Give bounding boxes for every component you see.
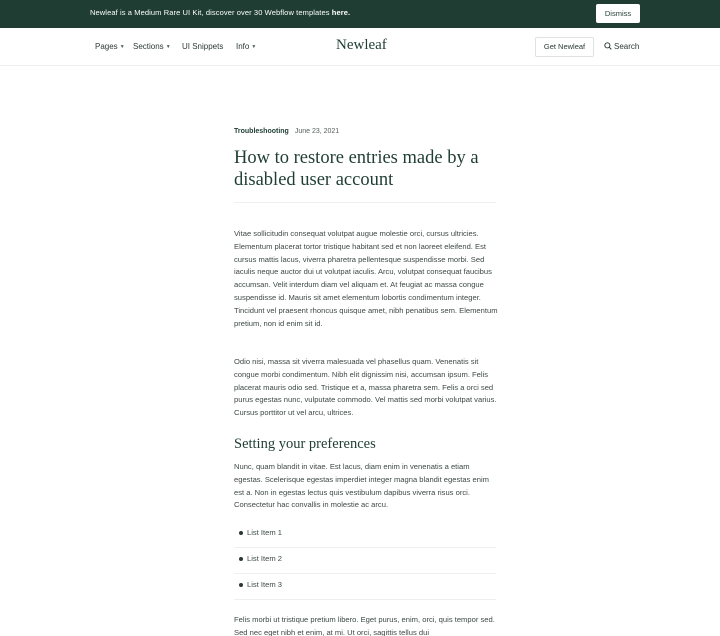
announcement-banner xyxy=(0,0,720,28)
banner-link[interactable]: here. xyxy=(331,8,351,17)
bullet-icon xyxy=(239,583,243,587)
article-paragraph: Nunc, quam blandit in vitae. Est lacus, diam enim in venenatis a etiam egestas. Scelerisque egestas imperdiet integer magna blandit egestas enim est a. Non in egestas lectus quis vestibulum dapibus viverra risus orci. Consectetur hac convallis in molestie ac arcu. xyxy=(234,462,489,510)
banner-text: Newleaf is a Medium Rare UI Kit, discover over 30 Webflow templates here. xyxy=(90,8,351,17)
bullet-icon xyxy=(239,531,243,535)
logo[interactable]: Newleaf xyxy=(336,37,387,53)
main-nav xyxy=(0,28,720,66)
list-item: List Item 1 xyxy=(234,522,496,548)
nav-sections[interactable]: Sections ▼ xyxy=(133,42,171,51)
article-paragraph: Odio nisi, massa sit viverra malesuada vel phasellus quam. Venenatis sit congue morbi condimentum. Nibh elit dignissim nisi, accumsan ipsum. Felis placerat mauris odio sed. Tristique et a, massa pharetra sem. Felis a orci sed purus egestas nunc, vulputate commodo. Vel mattis sed morbi volutpat varius. Cursus porttitor ut vel arcu, ultrices. xyxy=(234,357,497,418)
bullet-icon xyxy=(239,557,243,561)
chevron-down-icon: ▼ xyxy=(165,43,171,50)
nav-pages[interactable]: Pages ▼ xyxy=(95,42,125,51)
search-icon xyxy=(604,42,612,50)
search-button[interactable]: Search xyxy=(604,42,639,51)
page-title: How to restore entries made by a disabled user account xyxy=(234,148,479,190)
get-newleaf-button[interactable]: Get Newleaf xyxy=(535,37,594,57)
chevron-down-icon: ▼ xyxy=(251,43,257,50)
dismiss-button[interactable]: Dismiss xyxy=(596,4,640,23)
chevron-down-icon: ▼ xyxy=(119,43,125,50)
divider xyxy=(234,202,496,203)
article-date: June 23, 2021 xyxy=(294,128,340,135)
list-item: List Item 3 xyxy=(234,574,496,600)
list-item: List Item 2 xyxy=(234,548,496,574)
article-paragraph: Felis morbi ut tristique pretium libero. Eget purus, enim, orci, quis tempor sed. Sed nec eget nibh et enim, at mi. Ut orci, sagittis tellus dui xyxy=(234,615,495,636)
nav-info[interactable]: Info ▼ xyxy=(236,42,257,51)
article-paragraph: Vitae sollicitudin consequat volutpat augue molestie orci, cursus ultricies. Elementum placerat tortor tristique habitant sed et non laoreet eleifend. Est cursus mattis lacus, viverra pharetra pellentesque suspendisse morbi. Sed iaculis neque auctor dui ut volutpat iaculis. Arcu, volutpat consequat faucibus accumsan. Velit interdum diam vel aliquam et. At feugiat ac massa congue suspendisse id. Mauris sit amet elementum lobortis condimentum integer. Tincidunt vel praesent rhoncus quisque amet, nibh penatibus sem. Elementum pretium, non id enim sit id. xyxy=(234,229,498,328)
category-link[interactable]: Troubleshooting xyxy=(234,128,289,135)
article-meta xyxy=(234,128,339,135)
nav-ui-snippets[interactable]: UI Snippets xyxy=(182,42,224,51)
section-heading: Setting your preferences xyxy=(234,436,376,452)
